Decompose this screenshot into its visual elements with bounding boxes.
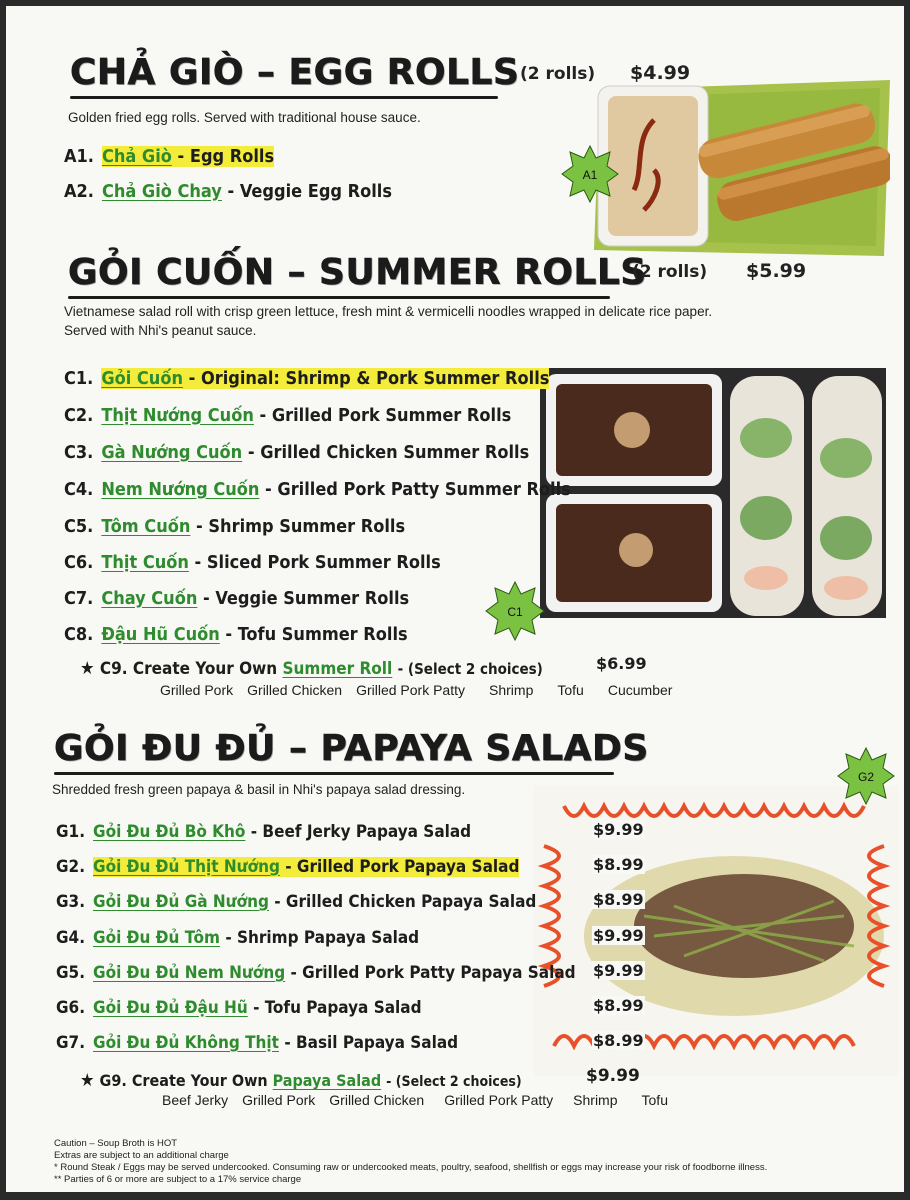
item-code: C9. <box>99 659 128 679</box>
item-english-name: - Basil Papaya Salad <box>284 1033 459 1053</box>
menu-item-g2 <box>56 857 519 877</box>
item-vietnamese-name: Gỏi Đu Đủ Thịt Nướng <box>93 857 280 877</box>
menu-item-c2 <box>64 405 511 426</box>
egg-rolls-title: CHẢ GIÒ – EGG ROLLS <box>70 52 520 93</box>
item-english-name: - Grilled Pork Summer Rolls <box>259 405 512 426</box>
item-english-name: - Grilled Pork Patty Summer Rolls <box>265 479 571 500</box>
item-vietnamese-name: Gỏi Đu Đủ Không Thịt <box>93 1033 279 1053</box>
footer-line: ** Parties of 6 or more are subject to a 17% service charge <box>54 1174 302 1185</box>
item-english-name: - Grilled Pork Patty Papaya Salad <box>290 963 576 983</box>
menu-item-c7 <box>64 588 409 609</box>
papaya-salads-title: GỎI ĐU ĐỦ – PAPAYA SALADS <box>54 728 649 769</box>
g4-price: $9.99 <box>593 926 644 945</box>
g2-price: $8.99 <box>593 855 644 874</box>
item-vietnamese-name: Gà Nướng Cuốn <box>101 442 243 463</box>
papaya-salad-photo <box>534 786 898 1076</box>
egg-rolls-description: Golden fried egg rolls. Served with traditional house sauce. <box>68 110 421 125</box>
item-vietnamese-name: Gỏi Cuốn <box>101 368 183 389</box>
item-english-name: - Veggie Egg Rolls <box>227 181 392 202</box>
choice-option: Grilled Pork Patty <box>356 682 466 698</box>
item-code: G4. <box>56 928 86 948</box>
item-code: G2. <box>56 857 86 877</box>
item-english-name: - Sliced Pork Summer Rolls <box>194 552 441 573</box>
choice-option: Grilled Chicken <box>247 682 343 698</box>
menu-item-c9 <box>80 658 543 679</box>
egg-rolls-price: $4.99 <box>630 62 691 84</box>
summer-rolls-title-underline <box>68 296 610 299</box>
item-english-name: - Tofu Summer Rolls <box>225 624 408 645</box>
custom-prefix: Create Your Own <box>132 659 278 679</box>
egg-rolls-title-underline <box>70 96 498 99</box>
menu-item-g5 <box>56 963 576 983</box>
item-code: A1. <box>64 146 94 167</box>
menu-item-g7 <box>56 1033 458 1053</box>
summer-rolls-qty: (2 rolls) <box>632 262 708 282</box>
menu-item-g4 <box>56 928 419 948</box>
item-english-name: - Shrimp Papaya Salad <box>225 928 420 948</box>
choice-option: Cucumber <box>607 682 673 698</box>
choice-option: Shrimp <box>489 682 534 698</box>
item-vietnamese-name: Chay Cuốn <box>101 588 198 609</box>
menu-item-c3 <box>64 442 529 463</box>
choice-option: Grilled Pork Patty <box>444 1092 554 1108</box>
item-english-name: - Egg Rolls <box>177 146 275 167</box>
menu-item-c1 <box>64 368 549 389</box>
g7-price: $8.99 <box>593 1031 644 1050</box>
item-vietnamese-name: Summer Roll <box>282 659 393 679</box>
item-english-name: - Shrimp Summer Rolls <box>196 516 406 537</box>
papaya-salads-title-underline <box>54 772 614 775</box>
summer-rolls-title: GỎI CUỐN – SUMMER ROLLS <box>68 252 647 293</box>
c9-price: $6.99 <box>596 654 647 673</box>
item-vietnamese-name: Thịt Nướng Cuốn <box>101 405 254 426</box>
menu-item-c5 <box>64 516 405 537</box>
g9-choices <box>162 1092 682 1108</box>
item-code: G1. <box>56 822 86 842</box>
footer-line: * Round Steak / Eggs may be served undercooked. Consuming raw or undercooked meats, poultry, seafood, shellfish or eggs may increase your risk of foodborne illness. <box>54 1162 768 1173</box>
menu-item-g3 <box>56 892 536 912</box>
item-code: A2. <box>64 181 94 202</box>
g9-price: $9.99 <box>586 1066 640 1086</box>
badge-label: C1 <box>507 605 523 619</box>
menu-item-a1 <box>64 146 274 167</box>
description-line: Served with Nhi's peanut sauce. <box>64 323 257 338</box>
summer-rolls-price: $5.99 <box>746 260 807 282</box>
item-english-name: - Grilled Pork Papaya Salad <box>285 857 520 877</box>
item-code: G5. <box>56 963 86 983</box>
choice-option: Beef Jerky <box>162 1092 229 1108</box>
item-english-name: - Tofu Papaya Salad <box>253 998 422 1018</box>
menu-item-a2 <box>64 181 392 202</box>
choice-option: Shrimp <box>573 1092 618 1108</box>
item-code: G9. <box>99 1071 127 1090</box>
badge-label: A1 <box>582 168 598 182</box>
menu-item-g6 <box>56 998 422 1018</box>
item-vietnamese-name: Gỏi Đu Đủ Gà Nướng <box>93 892 269 912</box>
item-code: C6. <box>64 552 94 573</box>
summer-rolls-photo <box>540 368 886 618</box>
choice-option: Tofu <box>641 1092 668 1108</box>
g5-price: $9.99 <box>593 961 644 980</box>
menu-item-g9 <box>80 1070 522 1091</box>
custom-suffix: - (Select 2 choices) <box>386 1074 522 1090</box>
item-vietnamese-name: Gỏi Đu Đủ Đậu Hũ <box>93 998 248 1018</box>
item-english-name: - Veggie Summer Rolls <box>203 588 410 609</box>
item-english-name: - Grilled Chicken Papaya Salad <box>274 892 537 912</box>
item-code: C5. <box>64 516 94 537</box>
item-code: G7. <box>56 1033 86 1053</box>
choice-option: Grilled Chicken <box>329 1092 425 1108</box>
photo-badge-a1 <box>560 144 620 204</box>
photo-badge-c1 <box>484 580 546 642</box>
item-code: G6. <box>56 998 86 1018</box>
photo-badge-g2 <box>836 746 896 806</box>
footer-notes <box>54 1138 767 1186</box>
star-icon: ★ <box>80 658 95 679</box>
papaya-salads-description: Shredded fresh green papaya & basil in Nhi's papaya salad dressing. <box>52 782 466 797</box>
item-vietnamese-name: Chả Giò <box>101 146 172 167</box>
footer-line: Caution – Soup Broth is HOT <box>54 1138 178 1149</box>
g1-price: $9.99 <box>593 820 644 839</box>
menu-page <box>6 6 904 1192</box>
choice-option: Grilled Pork <box>242 1092 316 1108</box>
item-vietnamese-name: Chả Giò Chay <box>101 181 222 202</box>
g3-price: $8.99 <box>593 890 644 909</box>
choice-option: Tofu <box>557 682 584 698</box>
c9-choices <box>160 682 686 698</box>
menu-item-g1 <box>56 822 471 842</box>
g6-price: $8.99 <box>593 996 644 1015</box>
menu-item-c6 <box>64 552 441 573</box>
item-vietnamese-name: Gỏi Đu Đủ Nem Nướng <box>93 963 286 983</box>
item-english-name: - Original: Shrimp & Pork Summer Rolls <box>188 368 550 389</box>
item-vietnamese-name: Thịt Cuốn <box>101 552 189 573</box>
choice-option: Grilled Pork <box>160 682 234 698</box>
item-code: C8. <box>64 624 94 645</box>
menu-item-c8 <box>64 624 408 645</box>
item-code: C4. <box>64 479 94 500</box>
custom-suffix: - (Select 2 choices) <box>397 660 543 678</box>
description-line: Vietnamese salad roll with crisp green lettuce, fresh mint & vermicelli noodles wrapped in delicate rice paper. <box>64 304 713 319</box>
item-code: C3. <box>64 442 94 463</box>
badge-label: G2 <box>857 770 875 784</box>
footer-line: Extras are subject to an additional charge <box>54 1150 229 1161</box>
item-vietnamese-name: Gỏi Đu Đủ Bò Khô <box>93 822 246 842</box>
menu-item-c4 <box>64 479 571 500</box>
egg-rolls-qty: (2 rolls) <box>520 64 596 84</box>
egg-rolls-photo <box>594 80 890 256</box>
item-code: G3. <box>56 892 86 912</box>
item-english-name: - Grilled Chicken Summer Rolls <box>247 442 530 463</box>
item-vietnamese-name: Gỏi Đu Đủ Tôm <box>93 928 220 948</box>
item-vietnamese-name: Papaya Salad <box>272 1071 382 1090</box>
item-code: C2. <box>64 405 94 426</box>
item-code: C1. <box>64 368 94 389</box>
item-vietnamese-name: Nem Nướng Cuốn <box>101 479 260 500</box>
item-english-name: - Beef Jerky Papaya Salad <box>250 822 472 842</box>
custom-prefix: Create Your Own <box>131 1071 268 1090</box>
star-icon: ★ <box>80 1070 95 1091</box>
item-code: C7. <box>64 588 94 609</box>
item-vietnamese-name: Đậu Hũ Cuốn <box>101 624 220 645</box>
item-vietnamese-name: Tôm Cuốn <box>101 516 191 537</box>
summer-rolls-description <box>64 302 864 340</box>
